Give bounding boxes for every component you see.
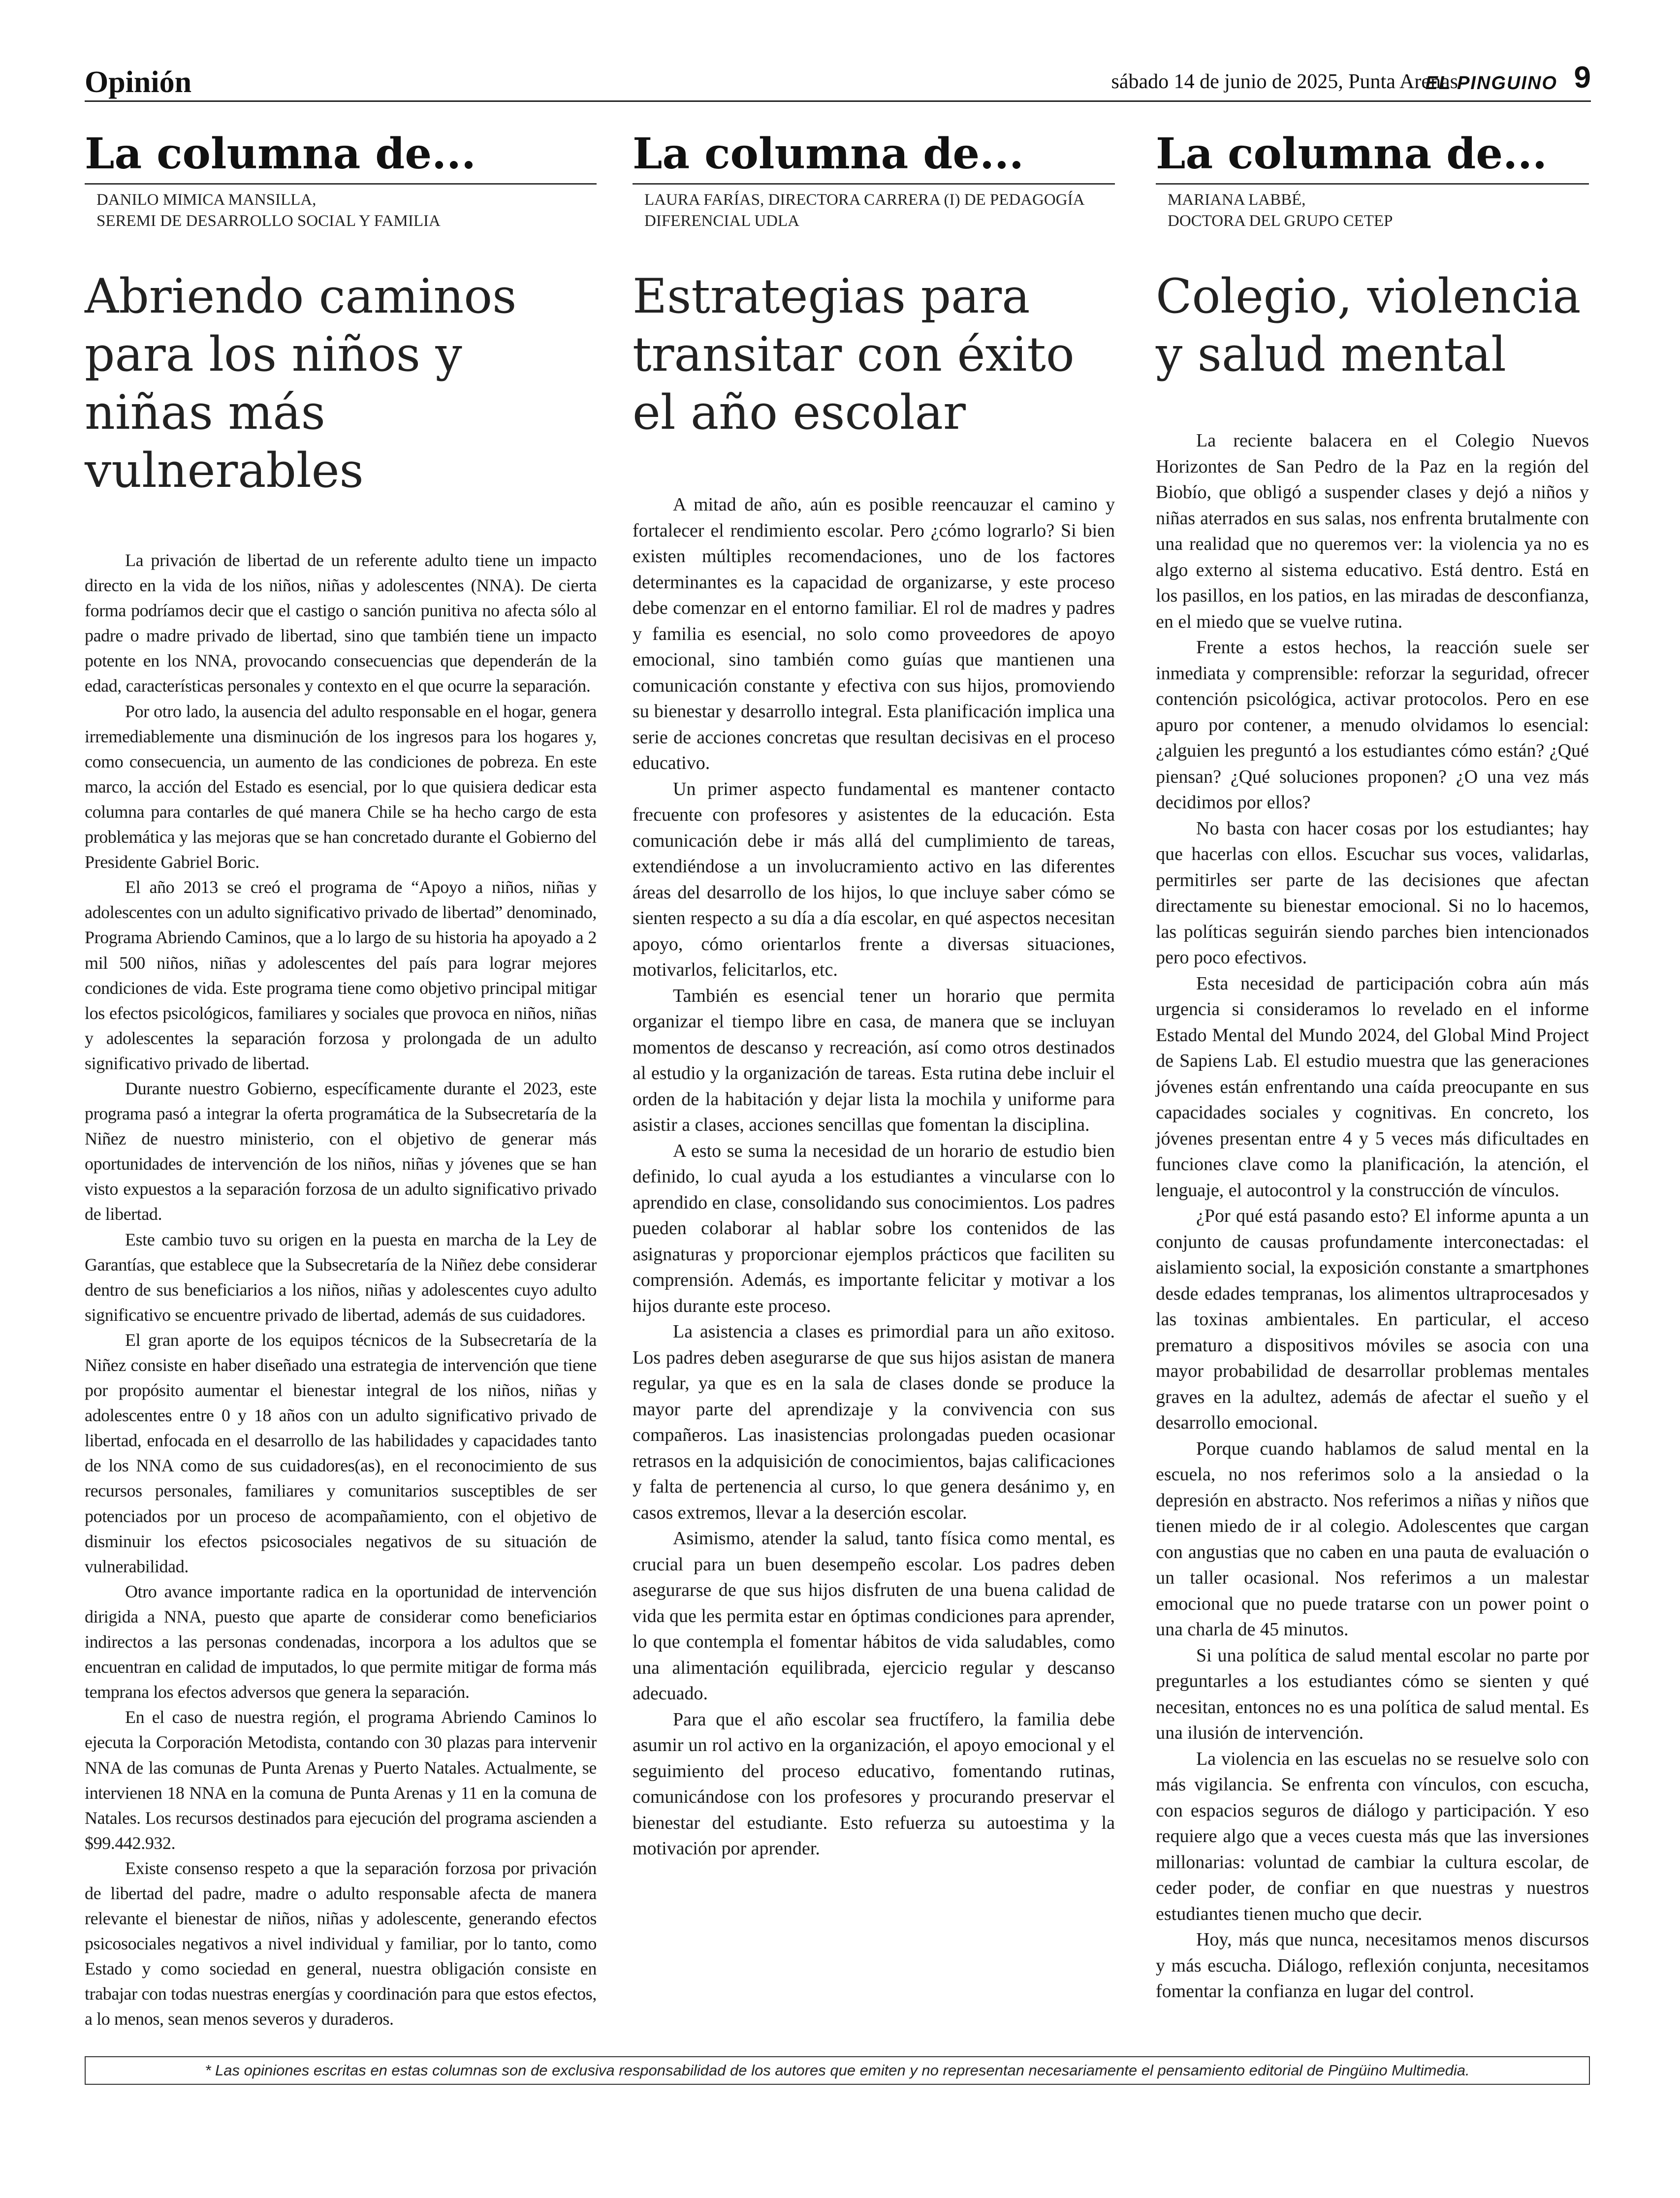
newspaper-logo: EL PINGUINO: [1425, 73, 1557, 94]
paragraph: El gran aporte de los equipos técnicos de la Subsecretaría de la Niñez consiste en haber diseñado una estrategia de intervención que tiene por propósito aumentar el bienestar integral de los niños, niñas y adolescentes entre 0 y 18 años con un adulto significativo privado de libertad, enfocada en el desarrollo de las habilidades y capacidades tanto de los NNA como de sus cuidadores(as), en el reconocimiento de sus recursos personales, familiares y comunitarios susceptibles de ser potenciados por un proceso de acompañamiento, con el objetivo de disminuir los efectos psicosociales negativos de su situación de vulnerabilidad.: [85, 1330, 597, 1576]
column-kicker: La columna de...: [1156, 129, 1547, 179]
dateline: sábado 14 de junio de 2025, Punta Arenas: [1111, 70, 1458, 93]
article-headline: Abriendo caminos para los niños y niñas más vulnerables: [85, 269, 517, 498]
column-kicker: La columna de...: [633, 129, 1024, 179]
column-3: [1156, 128, 1589, 2005]
kicker-rule: [633, 183, 1115, 185]
article-headline: Estrategias para transitar con éxito el año escolar: [633, 269, 1075, 440]
paragraph: Este cambio tuvo su origen en la puesta en marcha de la Ley de Garantías, que establece que la Subsecretaría de la Niñez debe considerar dentro de sus beneficiarios a los niños, niñas y adolescentes cuyo adulto significativo se encuentre privado de libertad, además de sus cuidadores.: [85, 1229, 597, 1325]
page-number: 9: [1574, 61, 1591, 95]
paragraph: La violencia en las escuelas no se resuelve solo con más vigilancia. Se enfrenta con vínculos, con escucha, con espacios seguros de diálogo y participación. Y eso requiere algo que a veces cuesta más que las inversiones millonarias: voluntad de cambiar la cultura escolar, de ceder poder, de confiar en que nuestras y nuestros estudiantes tienen mucho que decir.: [1156, 1748, 1589, 1924]
paragraph: También es esencial tener un horario que permita organizar el tiempo libre en casa, de manera que se incluyan momentos de descanso y recreación, así como otros destinados al estudio y la organización de tareas. Esta rutina debe incluir el orden de la habitación y dejar lista la mochila y uniforme para asistir a clases, acciones sencillas que fomentan la disciplina.: [633, 985, 1115, 1135]
author-title: DOCTORA DEL GRUPO CETEP: [1168, 212, 1393, 230]
paragraph: A mitad de año, aún es posible reencauzar el camino y fortalecer el rendimiento escolar. Pero ¿cómo lograrlo? Si bien existen múltiples recomendaciones, uno de los factores determinantes es la capacidad de organizarse, y este proceso debe comenzar en el entorno familiar. El rol de madres y padres y familia es esencial, no solo como proveedores de apoyo emocional, sino también como guías que mantienen una comunicación constante y efectiva con sus hijos, promoviendo su bienestar y desarrollo integral. Esta planificación implica una serie de acciones concretas que resultan decisivas en el proceso educativo.: [633, 494, 1115, 773]
paragraph: Porque cuando hablamos de salud mental en la escuela, no nos referimos solo a la ansiedad o la depresión en abstracto. Nos referimos a niñas y niños que tienen miedo de ir al colegio. Adolescentes que cargan con angustias que no caben en una pauta de evaluación o un taller ocasional. Nos referimos a un malestar emocional que no puede tratarse con un power point o una charla de 45 minutos.: [1156, 1438, 1589, 1640]
author-name: DANILO MIMICA MANSILLA,: [96, 191, 317, 209]
column-kicker: La columna de...: [85, 129, 476, 179]
paragraph: Otro avance importante radica en la oportunidad de intervención dirigida a NNA, puesto que aparte de considerar como beneficiarios indirectos a las personas condenadas, incorpora a los adultos que se encuentran en calidad de imputados, lo que permite mitigar de forma más temprana los efectos adversos que genera la separación.: [85, 1581, 597, 1702]
paragraph: Existe consenso respeto a que la separación forzosa por privación de libertad del padre, madre o adulto responsable afecta de manera relevante el bienestar de niños, niñas y adolescente, generando efectos psicosociales negativos a nivel individual y familiar, por lo tanto, como Estado y como sociedad en general, nuestra obligación consiste en trabajar con todas nuestras energías y coordinación para que estos efectos, a lo menos, sean menos severos y duraderos.: [85, 1858, 597, 2029]
column-2: [633, 128, 1115, 1862]
paragraph: Esta necesidad de participación cobra aún más urgencia si consideramos lo revelado en el informe Estado Mental del Mundo 2024, del Global Mind Project de Sapiens Lab. El estudio muestra que las generaciones jóvenes están enfrentando una caída preocupante en sus capacidades sociales y cognitivas. En concreto, los jóvenes presentan entre 4 y 5 veces más dificultades en funciones clave como la planificación, la atención, el lenguaje, el autocontrol y la construcción de vínculos.: [1156, 973, 1589, 1201]
paragraph: Un primer aspecto fundamental es mantener contacto frecuente con profesores y asistentes de la educación. Esta comunicación debe ir más allá del cumplimiento de tareas, extendiéndose a un involucramiento activo en las diferentes áreas del desarrollo de los hijos, lo que incluye saber cómo se sienten respecto a su día a día escolar, en qué aspectos necesitan apoyo, cómo orientarlos frente a diversas situaciones, motivarlos, felicitarlos, etc.: [633, 778, 1115, 980]
paragraph: La reciente balacera en el Colegio Nuevos Horizontes de San Pedro de la Paz en la región del Biobío, que obligó a suspender clases y dejó a niños y niñas aterrados en sus salas, nos enfrenta brutalmente con una realidad que no queremos ver: la violencia ya no es algo externo al sistema educativo. Está dentro. Está en los pasillos, en los patios, en las miradas de desconfianza, en el miedo que se vuelve rutina.: [1156, 430, 1589, 632]
author-byline: [96, 190, 597, 232]
article-headline: Colegio, violencia y salud mental: [1156, 269, 1581, 382]
paragraph: Frente a estos hechos, la reacción suele ser inmediata y comprensible: reforzar la seguridad, ofrecer contención psicológica, activar protocolos. Pero en ese apuro por contener, a menudo olvidamos lo esencial: ¿alguien les preguntó a los estudiantes cómo están? ¿Qué piensan? ¿Qué soluciones proponen? ¿O una vez más decidimos por ellos?: [1156, 637, 1589, 813]
page-header: [85, 59, 1591, 102]
disclaimer-text: * Las opiniones escritas en estas columnas son de exclusiva responsabilidad de los autores que emiten y no representan necesariamente el pensamiento editorial de Pingüino Multimedia.: [205, 2062, 1470, 2079]
paragraph: Asimismo, atender la salud, tanto física como mental, es crucial para un buen desempeño escolar. Los padres deben asegurarse de que sus hijos disfruten de una buena calidad de vida que les permita estar en óptimas condiciones para aprender, lo que contempla el fomentar hábitos de vida saludables, como una alimentación equilibrada, ejercicio regular y descanso adecuado.: [633, 1528, 1115, 1704]
paragraph: Durante nuestro Gobierno, específicamente durante el 2023, este programa pasó a integrar la oferta programática de la Subsecretaría de la Niñez de nuestro ministerio, con el objetivo de generar más oportunidades de intervención de los niños, niñas y jóvenes que se han visto expuestos a la separación forzosa de un adulto significativo privado de libertad.: [85, 1078, 597, 1224]
author-name: MARIANA LABBÉ,: [1168, 191, 1306, 209]
disclaimer-box: [85, 2056, 1590, 2085]
kicker-rule: [85, 183, 597, 185]
paragraph: ¿Por qué está pasando esto? El informe apunta a un conjunto de causas profundamente interconectadas: el aislamiento social, la exposición constante a smartphones desde edades tempranas, los alimentos ultraprocesados y las toxinas ambientales. En particular, el acceso prematuro a dispositivos móviles se asocia con una mayor probabilidad de desarrollar problemas mentales graves en la adultez, además de afectar el sueño y el desarrollo emocional.: [1156, 1206, 1589, 1433]
paragraph: El año 2013 se creó el programa de “Apoyo a niños, niñas y adolescentes con un adulto significativo privado de libertad” denominado, Programa Abriendo Caminos, que a lo largo de su historia ha apoyado a 2 mil 500 niños, niñas y adolescentes del país para lograr mejores condiciones de vida. Este programa tiene como objetivo principal mitigar los efectos psicológicos, familiares y sociales que provoca en niños, niñas y adolescentes la separación forzosa y prolongada de un adulto significativo privado de libertad.: [85, 877, 597, 1073]
column-1: [85, 128, 597, 2032]
paragraph: La privación de libertad de un referente adulto tiene un impacto directo en la vida de los niños, niñas y adolescentes (NNA). De cierta forma podríamos decir que el castigo o sanción punitiva no afecta sólo al padre o madre privado de libertad, sino que también tiene un impacto potente en los NNA, provocando consecuencias que dependerán de la edad, características personales y contexto en el que ocurre la separación.: [85, 550, 597, 696]
header-rule: [85, 100, 1591, 102]
author-name: LAURA FARÍAS, DIRECTORA CARRERA (I) DE PEDAGOGÍA: [644, 191, 1085, 209]
author-title: DIFERENCIAL UDLA: [644, 212, 799, 230]
paragraph: La asistencia a clases es primordial para un año exitoso. Los padres deben asegurarse de que sus hijos asistan de manera regular, ya que es en la sala de clases donde se produce la mayor parte del aprendizaje y la convivencia con sus compañeros. Las inasistencias prolongadas pueden ocasionar retrasos en la adquisición de conocimientos, bajas calificaciones y falta de pertenencia al curso, lo que genera desánimo y, en casos extremos, llevar a la deserción escolar.: [633, 1321, 1115, 1523]
paragraph: Para que el año escolar sea fructífero, la familia debe asumir un rol activo en la organización, el apoyo emocional y el seguimiento del proceso educativo, fomentando rutinas, comunicándose con los profesores y procurando preservar el bienestar del estudiante. Esto refuerza su autoestima y la motivación por aprender.: [633, 1709, 1115, 1859]
paragraph: En el caso de nuestra región, el programa Abriendo Caminos lo ejecuta la Corporación Metodista, contando con 30 plazas para intervenir NNA de las comunas de Punta Arenas y Puerto Natales. Actualmente, se intervienen 18 NNA en la comuna de Punta Arenas y 11 en la comuna de Natales. Los recursos destinados para ejecución del programa ascienden a $99.442.932.: [85, 1707, 597, 1853]
section-name: Opinión: [85, 65, 192, 99]
article-body: [633, 492, 1115, 1862]
author-byline: [1168, 190, 1589, 232]
author-byline: [644, 190, 1115, 232]
paragraph: Hoy, más que nunca, necesitamos menos discursos y más escucha. Diálogo, reflexión conjunta, necesitamos fomentar la confianza en lugar del control.: [1156, 1929, 1589, 2002]
paragraph: Por otro lado, la ausencia del adulto responsable en el hogar, genera irremediablemente una disminución de los ingresos para los hogares y, como consecuencia, un aumento de las condiciones de pobreza. En este marco, la acción del Estado es esencial, por lo que quisiera dedicar esta columna para contarles de qué manera Chile se ha hecho cargo de esta problemática y las mejoras que se han concretado durante el Gobierno del Presidente Gabriel Boric.: [85, 701, 597, 872]
author-title: SEREMI DE DESARROLLO SOCIAL Y FAMILIA: [96, 212, 441, 230]
paragraph: A esto se suma la necesidad de un horario de estudio bien definido, lo cual ayuda a los estudiantes a vincularse con lo aprendido en clase, consolidando sus conocimientos. Los padres pueden colaborar al hablar sobre los contenidos de las asignaturas y proporcionar ejemplos prácticos que faciliten su comprensión. Además, es importante felicitar y motivar a los hijos durante este proceso.: [633, 1140, 1115, 1316]
paragraph: No basta con hacer cosas por los estudiantes; hay que hacerlas con ellos. Escuchar sus voces, validarlas, permitirles ser parte de las decisiones que afectan directamente su bienestar emocional. Si no lo hacemos, las políticas seguirán siendo parches bien intencionados pero poco efectivos.: [1156, 818, 1589, 968]
article-body: [1156, 428, 1589, 2005]
paragraph: Si una política de salud mental escolar no parte por preguntarles a los estudiantes cómo se sienten y qué necesitan, entonces no es una política de salud mental. Es una ilusión de intervención.: [1156, 1645, 1589, 1743]
article-body: [85, 548, 597, 2032]
kicker-rule: [1156, 183, 1589, 185]
